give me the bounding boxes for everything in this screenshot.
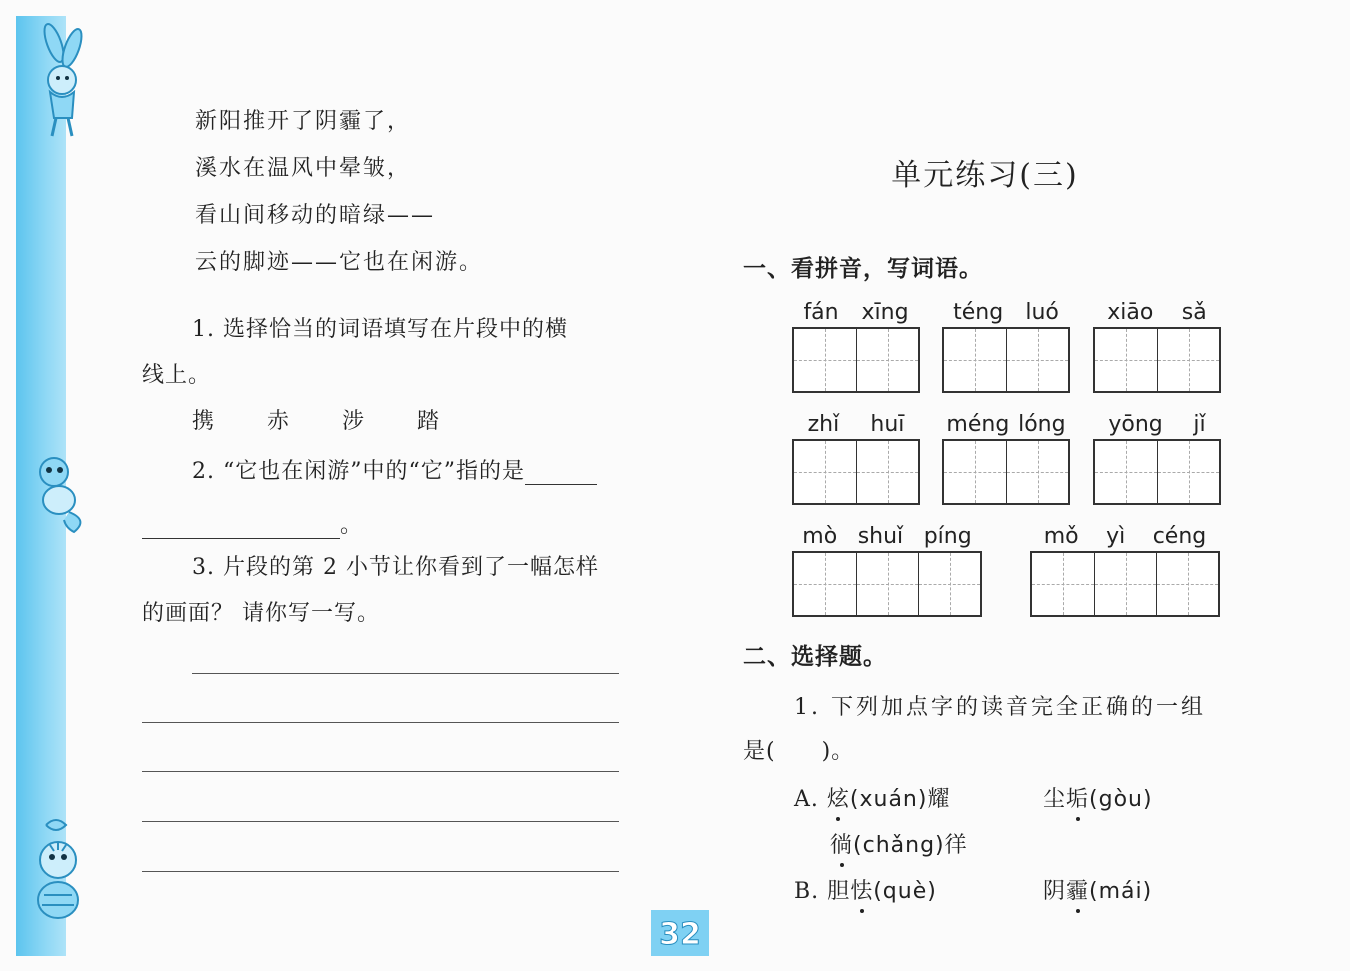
word-option-3: 涉 bbox=[342, 409, 366, 434]
writing-grid[interactable] bbox=[792, 327, 920, 393]
writing-grid[interactable] bbox=[1030, 551, 1220, 617]
option-item bbox=[827, 787, 951, 812]
raccoon-icon bbox=[14, 450, 94, 535]
writing-grid[interactable] bbox=[1093, 439, 1221, 505]
pinyin-syllable: céng bbox=[1152, 524, 1207, 549]
pinyin-group bbox=[1093, 412, 1221, 505]
answer-line[interactable] bbox=[142, 871, 619, 872]
dotted-char: 炫 bbox=[827, 782, 850, 813]
option-b-item-2 bbox=[1043, 874, 1152, 905]
dotted-char: 怯 bbox=[850, 874, 873, 905]
pinyin-group bbox=[1093, 300, 1221, 393]
pinyin-syllable: huī bbox=[870, 412, 905, 437]
answer-blank[interactable] bbox=[525, 458, 597, 485]
pinyin-syllable: lóng bbox=[1018, 412, 1066, 437]
question-2 bbox=[192, 454, 597, 485]
word-option-4: 踏 bbox=[417, 409, 441, 434]
word-option-2: 赤 bbox=[267, 409, 291, 434]
pinyin-group bbox=[942, 412, 1070, 505]
item-prefix: 阴 bbox=[1043, 879, 1067, 904]
question-3-line-2: 的画面？ 请你写一写。 bbox=[142, 601, 380, 626]
page-title: 单元练习(三) bbox=[891, 158, 1079, 193]
section-1-heading: 一、看拼音，写词语。 bbox=[743, 256, 983, 282]
item-reading: (xuán)耀 bbox=[849, 787, 951, 812]
answer-line[interactable] bbox=[142, 821, 619, 822]
choice-question-line-1: 1. 下列加点字的读音完全正确的一组 bbox=[794, 695, 1206, 720]
pinyin-syllable: luó bbox=[1025, 300, 1059, 325]
pinyin-syllable: xiāo bbox=[1107, 300, 1154, 325]
question-1-line-1: 1. 选择恰当的词语填写在片段中的横 bbox=[192, 317, 568, 342]
pinyin-syllable: fán bbox=[803, 300, 839, 325]
pinyin-syllable: xīng bbox=[861, 300, 909, 325]
writing-grid[interactable] bbox=[792, 551, 982, 617]
answer-line[interactable] bbox=[142, 722, 619, 723]
pinyin-group bbox=[792, 300, 920, 393]
choice-question-line-2: 是( )。 bbox=[743, 739, 855, 764]
pinyin-syllable: jǐ bbox=[1193, 412, 1206, 437]
pinyin-group bbox=[942, 300, 1070, 393]
section-2-heading: 二、选择题。 bbox=[743, 644, 887, 670]
pinyin-syllable: shuǐ bbox=[857, 524, 904, 549]
question-2-end: 。 bbox=[340, 513, 364, 538]
dotted-char: 垢 bbox=[1066, 782, 1089, 813]
poem-line-3: 看山间移动的暗绿—— bbox=[195, 203, 436, 228]
writing-grid[interactable] bbox=[942, 327, 1070, 393]
dotted-char: 徜 bbox=[830, 828, 853, 859]
option-label: A. bbox=[794, 787, 819, 812]
pinyin-group bbox=[792, 412, 920, 505]
item-reading: (què) bbox=[873, 879, 937, 904]
right-page bbox=[690, 0, 1280, 971]
dotted-char: 霾 bbox=[1066, 874, 1089, 905]
writing-grid[interactable] bbox=[792, 439, 920, 505]
pinyin-syllable: mǒ bbox=[1043, 524, 1079, 549]
pinyin-syllable: mò bbox=[802, 524, 838, 549]
item-reading: (chǎng)徉 bbox=[853, 833, 968, 858]
option-a-item-3 bbox=[830, 828, 968, 859]
option-a[interactable] bbox=[794, 782, 950, 813]
option-b[interactable] bbox=[794, 874, 937, 905]
question-1-line-2: 线上。 bbox=[142, 363, 212, 388]
poem-line-2: 溪水在温风中晕皱， bbox=[195, 156, 412, 181]
item-prefix: 胆 bbox=[827, 879, 851, 904]
answer-line[interactable] bbox=[192, 673, 619, 674]
pinyin-syllable: sǎ bbox=[1181, 300, 1207, 325]
answer-blank[interactable] bbox=[142, 516, 340, 539]
pinyin-syllable: píng bbox=[923, 524, 972, 549]
pinyin-syllable: yōng bbox=[1108, 412, 1163, 437]
option-a-item-2 bbox=[1043, 782, 1153, 813]
question-3-line-1: 3. 片段的第 2 小节让你看到了一幅怎样 bbox=[192, 555, 599, 580]
question-2-text: 2. “它也在闲游”中的“它”指的是 bbox=[192, 459, 525, 484]
word-option-1: 携 bbox=[192, 409, 216, 434]
pinyin-syllable: téng bbox=[953, 300, 1004, 325]
poem-line-1: 新阳推开了阴霾了， bbox=[195, 109, 412, 134]
pinyin-group bbox=[792, 524, 982, 617]
item-reading: (mái) bbox=[1089, 879, 1153, 904]
writing-grid[interactable] bbox=[1093, 327, 1221, 393]
page-number: 32 bbox=[651, 910, 709, 956]
poem-line-4: 云的脚迹——它也在闲游。 bbox=[195, 250, 484, 275]
tiger-icon bbox=[16, 815, 96, 925]
rabbit-icon bbox=[14, 18, 94, 138]
item-prefix: 尘 bbox=[1043, 787, 1067, 812]
answer-line[interactable] bbox=[142, 771, 619, 772]
writing-grid[interactable] bbox=[942, 439, 1070, 505]
item-reading: (gòu) bbox=[1089, 787, 1153, 812]
pinyin-syllable: méng bbox=[946, 412, 1010, 437]
pinyin-group bbox=[1030, 524, 1220, 617]
pinyin-syllable: zhǐ bbox=[807, 412, 840, 437]
pinyin-syllable: yì bbox=[1106, 524, 1126, 549]
option-label: B. bbox=[794, 879, 820, 904]
question-2-cont bbox=[142, 508, 363, 539]
